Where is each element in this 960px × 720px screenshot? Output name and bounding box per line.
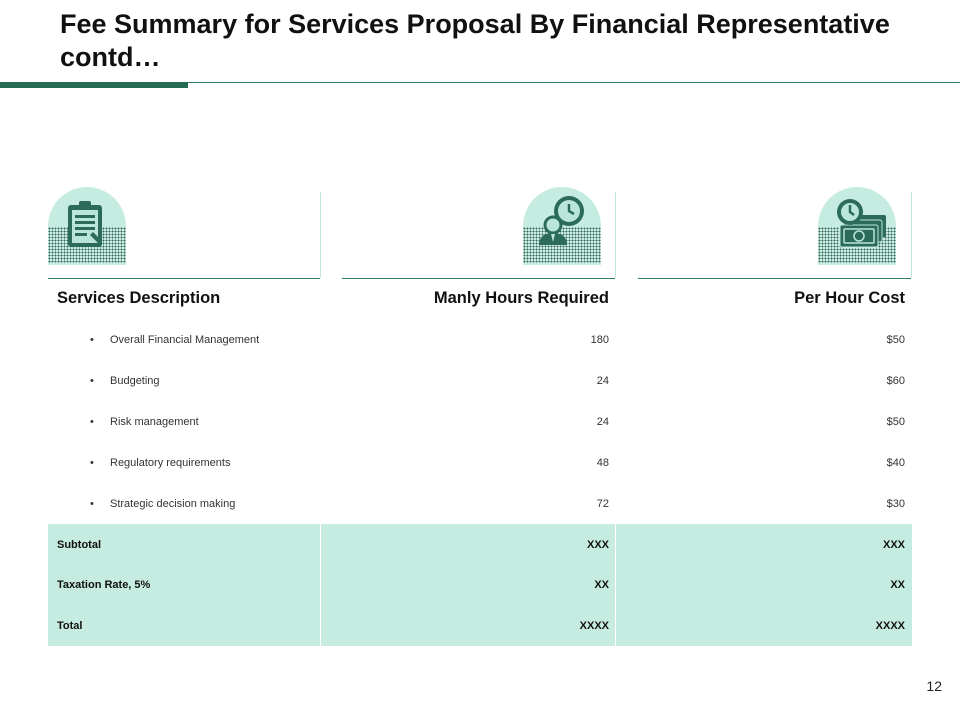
hours-value: 24 [596, 416, 609, 428]
bullet: • [90, 498, 94, 510]
service-name: Strategic decision making [110, 498, 236, 510]
service-name: Regulatory requirements [110, 457, 231, 469]
title-accent-bar [0, 82, 188, 88]
page-number: 12 [926, 678, 942, 694]
header-underline [342, 278, 615, 279]
summary-hours: XX [594, 579, 609, 591]
header-underline [638, 278, 911, 279]
header-hours-required: Manly Hours Required [433, 289, 609, 307]
clipboard-document-icon [48, 187, 126, 265]
cost-value: $50 [886, 416, 905, 428]
summary-hours: XXXX [579, 620, 609, 632]
bullet: • [90, 334, 94, 346]
summary-label: Taxation Rate, 5% [57, 579, 151, 591]
band-divider [320, 524, 321, 646]
clock-money-icon [818, 187, 896, 265]
summary-cost: XXX [882, 539, 905, 551]
header-per-hour-cost: Per Hour Cost [794, 289, 905, 307]
bullet: • [90, 457, 94, 469]
hours-value: 24 [596, 375, 609, 387]
summary-hours: XXX [586, 539, 609, 551]
column-divider [615, 192, 616, 278]
column-divider [911, 192, 912, 278]
bullet: • [90, 416, 94, 428]
service-name: Risk management [110, 416, 199, 428]
bullet: • [90, 375, 94, 387]
cost-value: $40 [886, 457, 905, 469]
person-clock-icon [523, 187, 601, 265]
summary-label: Subtotal [57, 539, 101, 551]
cost-value: $30 [886, 498, 905, 510]
hours-value: 180 [590, 334, 609, 346]
hours-value: 72 [596, 498, 609, 510]
cost-value: $60 [886, 375, 905, 387]
slide-title: Fee Summary for Services Proposal By Financial Representative contd… [60, 9, 890, 72]
header-underline [48, 278, 320, 279]
header-services-description: Services Description [57, 289, 221, 307]
summary-cost: XXXX [875, 620, 905, 632]
cost-value: $50 [886, 334, 905, 346]
service-name: Overall Financial Management [110, 334, 260, 346]
hours-value: 48 [596, 457, 609, 469]
summary-label: Total [57, 620, 83, 632]
service-name: Budgeting [110, 375, 160, 387]
column-divider [320, 192, 321, 278]
band-divider [615, 524, 616, 646]
summary-cost: XX [890, 579, 905, 591]
